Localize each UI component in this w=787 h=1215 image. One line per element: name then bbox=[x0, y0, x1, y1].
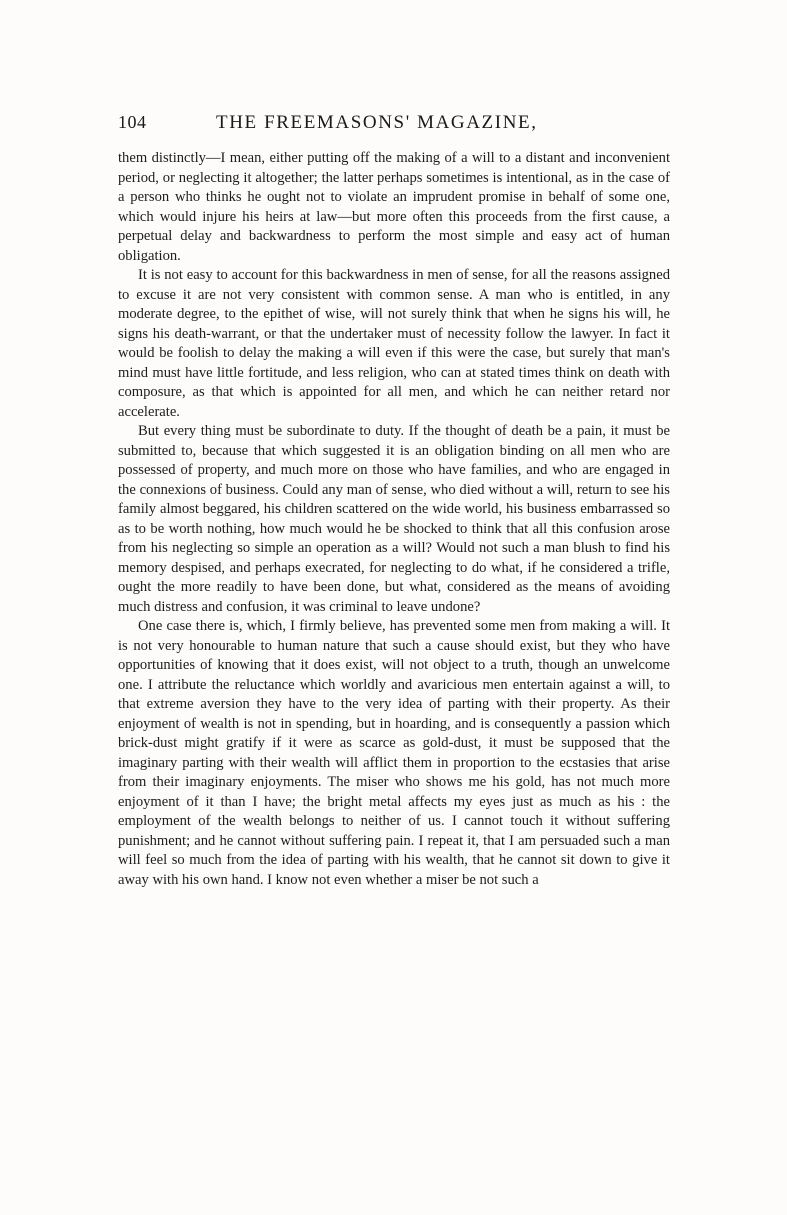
page-number: 104 bbox=[118, 112, 147, 132]
paragraph-backwardness: It is not easy to account for this backwardness in men of sense, for all the reasons assigned to excuse it are not very consistent with common sense. A man who is entitled, in any moderate degree, to the epithet of wise, will not surely think that when he signs his will, he signs his death-warrant, or that the undertaker must of necessity follow the lawyer. In fact it would be foolish to delay the making a will even if this were the case, but surely that man's mind must have little fortitude, and less religion, who can at stated times think on death with composure, as that which is appointed for all men, and which he can neither retard nor accelerate. bbox=[118, 267, 670, 420]
paragraph-continuation: them distinctly—I mean, either putting off the making of a will to a distant and inconvenient period, or neglecting it altogether; the latter perhaps sometimes is intentional, as in the case of a person who thinks he ought not to violate an imprudent promise in behalf of some one, which would injure his heirs at law—but more often this proceeds from the first cause, a perpetual delay and backwardness to perform the most simple and easy act of human obligation. bbox=[118, 150, 670, 264]
article-body bbox=[118, 149, 670, 890]
running-head bbox=[118, 112, 670, 136]
magazine-title: THE FREEMASONS' MAGAZINE, bbox=[216, 112, 538, 133]
paragraph-duty: But every thing must be subordinate to duty. If the thought of death be a pain, it must be submitted to, because that which suggested it is an obligation binding on all men who are possessed of property, and much more on those who have families, and who are engaged in the connexions of business. Could any man of sense, who died without a will, return to see his family almost beggared, his children scattered on the wide world, his business embarrassed so as to be worth nothing, how much would he be shocked to think that all this confusion arose from his neglecting so simple an operation as a will? Would not such a man blush to find his memory despised, and perhaps execrated, for neglecting to do what, if he considered a trifle, ought the more readily to have been done, but what, considered as the means of avoiding much distress and confusion, it was criminal to leave undone? bbox=[118, 423, 670, 615]
paragraph-miser: One case there is, which, I firmly believe, has prevented some men from making a will. It is not very honourable to human nature that such a cause should exist, but they who have opportunities of knowing that it does exist, will not object to a truth, though an unwelcome one. I attribute the reluctance which worldly and avaricious men entertain against a will, to that extreme aversion they have to the very idea of parting with their property. As their enjoyment of wealth is not in spending, but in hoarding, and is consequently a passion which brick-dust might gratify if it were as scarce as gold-dust, it must be supposed that the imaginary parting with their wealth will afflict them in proportion to the ecstasies that arise from their imaginary enjoyments. The miser who shows me his gold, has not much more enjoyment of it than I have; the bright metal affects my eyes just as much as his : the employment of the wealth belongs to neither of us. I cannot touch it without suffering punishment; and he cannot without suffering pain. I repeat it, that I am persuaded such a man will feel so much from the idea of parting with his wealth, that he cannot sit down to give it away with his own hand. I know not even whether a miser be not such a bbox=[118, 618, 670, 888]
